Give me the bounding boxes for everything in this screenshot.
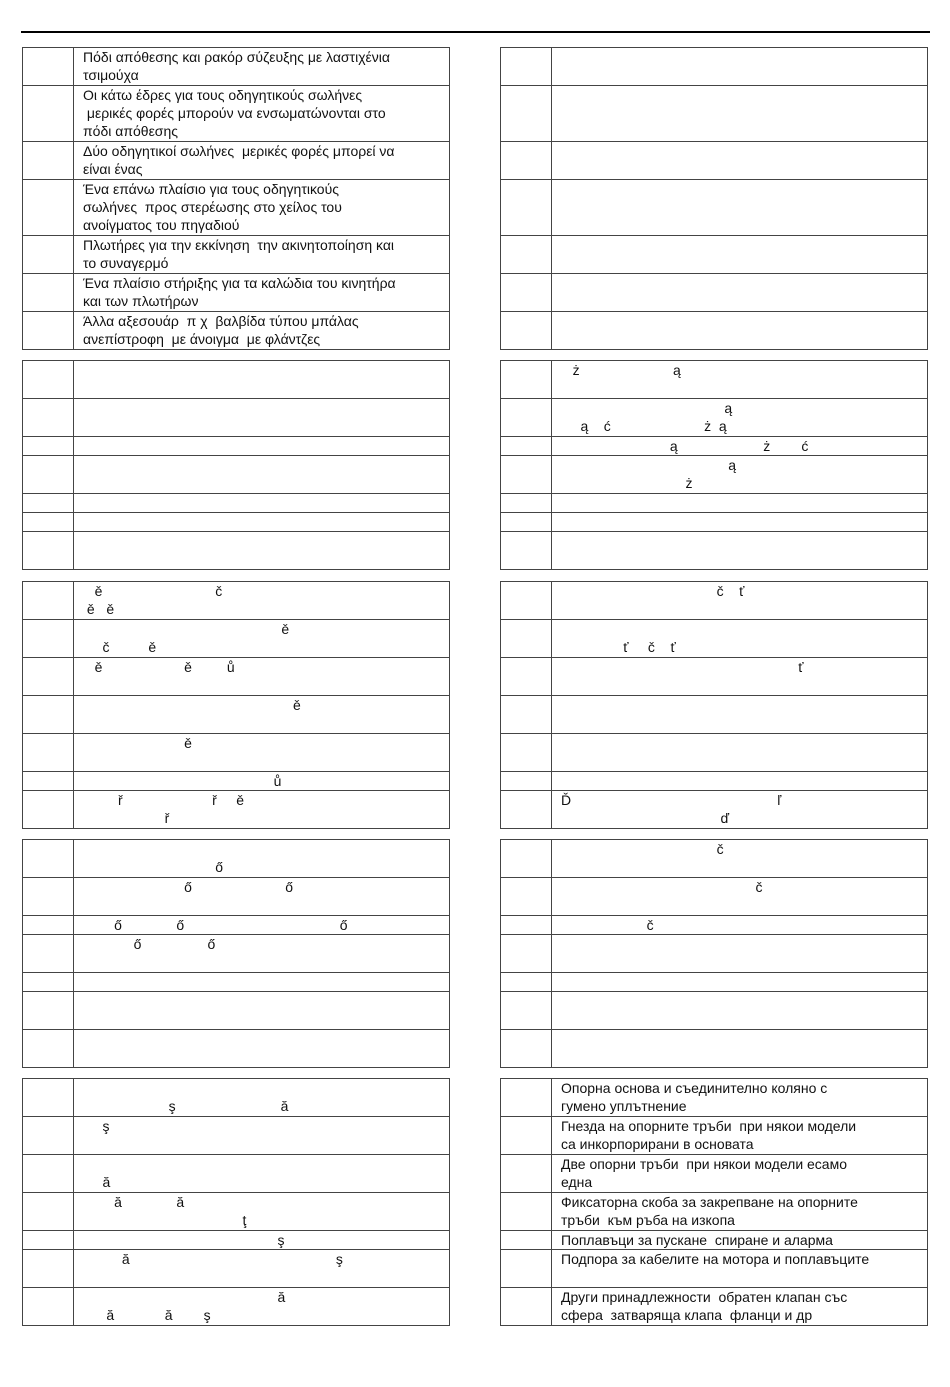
row-number-cell [23,658,74,696]
row-text-cell: Πόδι απόθεσης και ρακόρ σύζευξης με λαστιχένια τσιμούχα [74,48,450,86]
row-text-cell [552,274,928,312]
row-number-cell [501,456,552,494]
row-text-cell [74,456,450,494]
table-row [501,1030,928,1068]
table-row [501,1155,928,1193]
row-text-cell [552,142,928,180]
language-table-2-right [500,360,928,570]
row-text-cell: ă ă ă ş [74,1288,450,1326]
row-text-cell: Οι κάτω έδρες για τους οδηγητικούς σωλήνες μερικές φορές μπορούν να ενσωματώνονται στο πόδι απόθεσης [74,86,450,142]
table-row [501,48,928,86]
row-number-cell [501,312,552,350]
table-row [23,180,450,236]
row-text-cell: ť č ť [552,620,928,658]
row-number-cell [23,772,74,791]
table-row [23,1030,450,1068]
language-table-5-right [500,1078,928,1326]
table-row [501,532,928,570]
row-number-cell [501,399,552,437]
row-text-cell: č [552,840,928,878]
row-number-cell [501,734,552,772]
row-text-cell [552,180,928,236]
row-number-cell [23,1193,74,1231]
row-text-cell: Поплавъци за пускане спиране и аларма [552,1231,928,1250]
table-row [501,399,928,437]
row-text-cell: č [552,878,928,916]
language-table-5-left [22,1078,450,1326]
row-text-cell: ą ż ć [552,437,928,456]
language-table-2-left [22,360,450,570]
row-text-cell: ě č ě ě [74,582,450,620]
table-row [501,840,928,878]
row-number-cell [501,992,552,1030]
row-text-cell: ą ą ć ż ą [552,399,928,437]
table-row [501,236,928,274]
row-number-cell [501,1079,552,1117]
language-table-1-left [22,47,450,350]
table-row [23,48,450,86]
table-row [23,437,450,456]
table-row [501,1079,928,1117]
table-row [23,916,450,935]
row-text-cell [552,1030,928,1068]
row-number-cell [501,696,552,734]
table-row [501,935,928,973]
row-text-cell [552,696,928,734]
row-text-cell [552,236,928,274]
row-number-cell [501,236,552,274]
row-text-cell [552,734,928,772]
row-number-cell [23,48,74,86]
table-row [23,236,450,274]
row-number-cell [23,992,74,1030]
table-row [23,620,450,658]
row-number-cell [501,791,552,829]
row-text-cell [552,48,928,86]
table-row [23,1193,450,1231]
table-row [23,532,450,570]
table-row [23,513,450,532]
table-row [501,513,928,532]
row-text-cell: ő ő [74,935,450,973]
row-number-cell [23,86,74,142]
row-text-cell [552,772,928,791]
row-number-cell [501,916,552,935]
row-number-cell [501,658,552,696]
row-number-cell [23,916,74,935]
row-text-cell: Άλλα αξεσουάρ π χ βαλβίδα τύπου μπάλας ανεπίστροφη με άνοιγμα με φλάντζες [74,312,450,350]
row-number-cell [501,274,552,312]
row-number-cell [501,1117,552,1155]
row-number-cell [501,935,552,973]
row-text-cell: ě ě ů [74,658,450,696]
row-text-cell: Фиксаторна скоба за закрепване на опорните тръби към ръба на изкопа [552,1193,928,1231]
row-text-cell: Две опорни тръби при някои модели есамо една [552,1155,928,1193]
table-row [501,180,928,236]
table-row [501,916,928,935]
row-number-cell [23,399,74,437]
row-number-cell [23,734,74,772]
table-row [501,734,928,772]
row-number-cell [23,456,74,494]
table-row [23,1079,450,1117]
table-row [501,1117,928,1155]
table-row [501,992,928,1030]
row-text-cell [552,973,928,992]
row-number-cell [23,236,74,274]
row-number-cell [501,1193,552,1231]
row-text-cell: Гнезда на опорните тръби при някои модели са инкорпорирани в основата [552,1117,928,1155]
table-row [23,582,450,620]
table-row [501,582,928,620]
row-text-cell [552,86,928,142]
row-text-cell: ů [74,772,450,791]
row-text-cell: ą ż [552,456,928,494]
row-text-cell: ş [74,1231,450,1250]
table-row [501,361,928,399]
table-row [23,399,450,437]
table-row [23,973,450,992]
row-text-cell [74,1030,450,1068]
row-text-cell: ă ş [74,1250,450,1288]
row-text-cell: ě [74,696,450,734]
table-row [23,312,450,350]
row-number-cell [501,180,552,236]
table-row [23,734,450,772]
row-number-cell [23,1030,74,1068]
row-number-cell [23,1155,74,1193]
row-text-cell: ş ă [74,1079,450,1117]
row-text-cell: ő ő [74,878,450,916]
row-number-cell [501,1250,552,1288]
table-row [23,1231,450,1250]
table-row [501,494,928,513]
row-number-cell [23,361,74,399]
row-text-cell: č ť [552,582,928,620]
row-number-cell [23,180,74,236]
row-text-cell: ă [74,1155,450,1193]
row-text-cell: Ένα επάνω πλαίσιο για τους οδηγητικούς σωλήνες προς στερέωσης στο χείλος του ανοίγματος του πηγαδιού [74,180,450,236]
row-number-cell [23,582,74,620]
table-row [23,772,450,791]
language-table-3-right [500,581,928,829]
row-number-cell [23,494,74,513]
row-text-cell: Ένα πλαίσιο στήριξης για τα καλώδια του κινητήρα και των πλωτήρων [74,274,450,312]
table-row [501,142,928,180]
row-number-cell [501,361,552,399]
table-row [23,456,450,494]
table-row [501,878,928,916]
table-row [501,1231,928,1250]
table-row [501,456,928,494]
row-number-cell [23,973,74,992]
row-text-cell: Ď ľ ď [552,791,928,829]
row-text-cell [74,973,450,992]
row-text-cell: Други принадлежности обратен клапан със сфера затваряща клапа фланци и др [552,1288,928,1326]
row-number-cell [23,696,74,734]
row-text-cell [74,494,450,513]
language-table-1-right [500,47,928,350]
row-text-cell: ř ř ě ř [74,791,450,829]
row-number-cell [501,532,552,570]
row-number-cell [23,437,74,456]
row-number-cell [23,142,74,180]
row-number-cell [23,935,74,973]
row-text-cell [552,992,928,1030]
row-text-cell [74,437,450,456]
row-number-cell [23,1288,74,1326]
row-text-cell: ż ą [552,361,928,399]
table-row [23,1250,450,1288]
table-row [23,935,450,973]
row-number-cell [501,513,552,532]
row-text-cell [74,992,450,1030]
row-text-cell: Подпора за кабелите на мотора и поплавъците [552,1250,928,1288]
table-row [501,791,928,829]
row-number-cell [501,494,552,513]
row-number-cell [501,582,552,620]
row-text-cell: ă ă ţ [74,1193,450,1231]
table-row [501,437,928,456]
row-text-cell: ő [74,840,450,878]
row-text-cell [74,513,450,532]
row-number-cell [501,1288,552,1326]
row-text-cell: ş [74,1117,450,1155]
language-table-3-left [22,581,450,829]
row-text-cell [552,935,928,973]
row-number-cell [23,791,74,829]
table-row [23,696,450,734]
row-number-cell [501,620,552,658]
row-text-cell [552,532,928,570]
row-number-cell [501,878,552,916]
table-row [23,840,450,878]
table-row [501,696,928,734]
row-number-cell [501,1231,552,1250]
row-number-cell [501,1030,552,1068]
table-row [23,658,450,696]
row-number-cell [501,772,552,791]
row-number-cell [501,142,552,180]
table-row [23,86,450,142]
row-number-cell [23,620,74,658]
table-row [501,772,928,791]
row-text-cell: Δύο οδηγητικοί σωλήνες μερικές φορές μπορεί να είναι ένας [74,142,450,180]
table-row [23,1155,450,1193]
row-text-cell: ő ő ő [74,916,450,935]
row-number-cell [23,1231,74,1250]
row-number-cell [23,532,74,570]
table-row [23,274,450,312]
table-row [501,620,928,658]
table-row [501,1288,928,1326]
row-number-cell [23,274,74,312]
table-row [23,1117,450,1155]
language-table-4-left [22,839,450,1068]
table-row [501,274,928,312]
table-row [23,494,450,513]
row-number-cell [501,86,552,142]
table-row [23,878,450,916]
table-row [23,142,450,180]
table-row [23,1288,450,1326]
row-number-cell [23,513,74,532]
language-table-4-right [500,839,928,1068]
row-number-cell [23,840,74,878]
table-row [23,361,450,399]
row-number-cell [501,437,552,456]
table-row [501,312,928,350]
page-top-rule [21,31,930,33]
row-text-cell [74,399,450,437]
row-text-cell: č [552,916,928,935]
row-text-cell [74,532,450,570]
row-text-cell: ě [74,734,450,772]
row-text-cell [74,361,450,399]
row-number-cell [23,1117,74,1155]
row-text-cell: Опорна основа и съединително коляно с гумено уплътнение [552,1079,928,1117]
row-number-cell [501,1155,552,1193]
row-text-cell [552,312,928,350]
row-text-cell: Πλωτήρες για την εκκίνηση την ακινητοποίηση και το συναγερμό [74,236,450,274]
row-number-cell [501,48,552,86]
row-text-cell: ě č ě [74,620,450,658]
row-text-cell [552,513,928,532]
table-row [501,658,928,696]
table-row [23,791,450,829]
row-number-cell [23,1079,74,1117]
table-row [501,86,928,142]
row-number-cell [501,840,552,878]
row-number-cell [23,312,74,350]
table-row [501,1250,928,1288]
row-number-cell [23,878,74,916]
row-text-cell: ť [552,658,928,696]
table-row [501,1193,928,1231]
row-text-cell [552,494,928,513]
row-number-cell [23,1250,74,1288]
row-number-cell [501,973,552,992]
table-row [23,992,450,1030]
table-row [501,973,928,992]
